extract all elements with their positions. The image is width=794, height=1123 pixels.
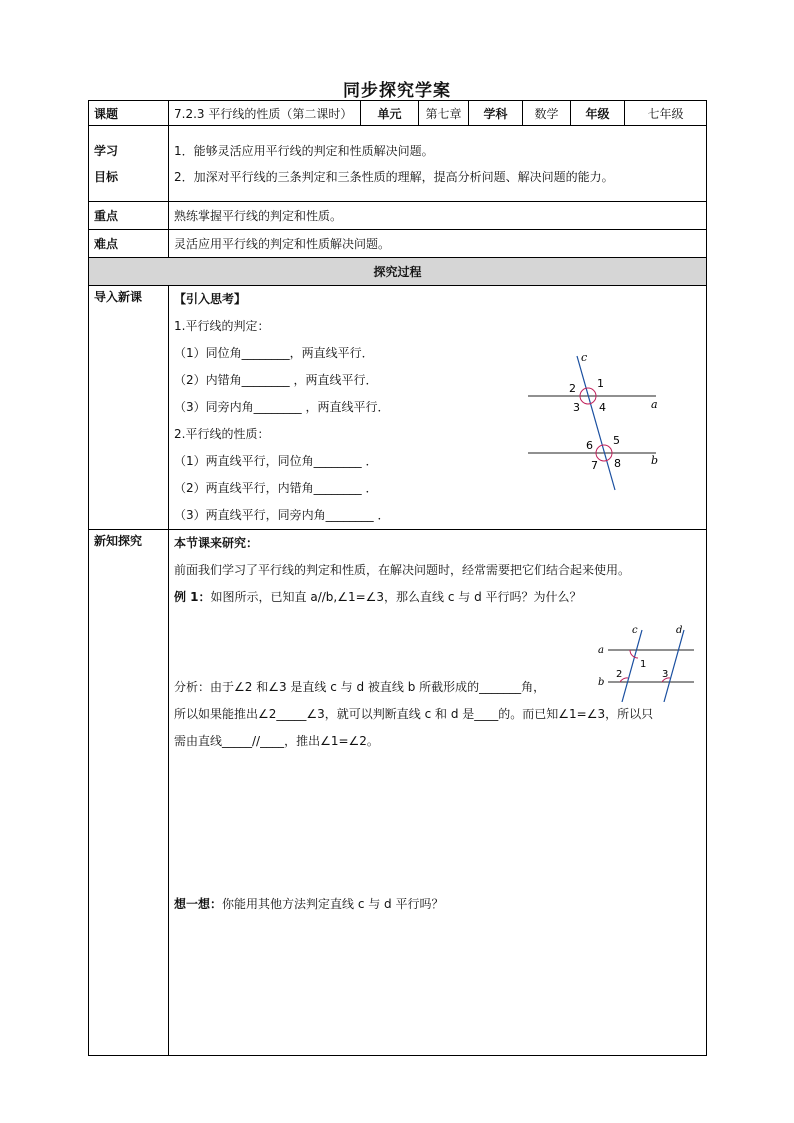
label-c: c	[632, 625, 638, 636]
label-3: 3	[573, 401, 580, 414]
label-4: 4	[599, 401, 606, 414]
line-c	[622, 630, 642, 702]
label-1: 1	[640, 659, 647, 670]
parallel-lines-figure	[520, 350, 670, 495]
property-item-1: （1）两直线平行，同位角________ ．	[174, 454, 378, 468]
judge-item-2: （2）内错角________ ，两直线平行．	[174, 373, 378, 387]
property-title: 2.平行线的性质：	[174, 427, 270, 441]
label-2: 2	[616, 669, 623, 680]
angle-1-arc	[630, 650, 638, 658]
grade-value: 七年级	[625, 101, 707, 126]
judge-item-1: （1）同位角________，两直线平行．	[174, 346, 374, 360]
goals-label-2: 目标	[94, 169, 119, 184]
label-6: 6	[586, 439, 593, 452]
key-point-row	[89, 202, 707, 230]
label-b: b	[598, 677, 605, 688]
analysis-line-3: 需由直线_____//____，推出∠1=∠2。	[174, 734, 379, 748]
goals-label-1: 学习	[94, 143, 119, 158]
key-point-label: 重点	[89, 202, 169, 230]
property-item-3: （3）两直线平行，同旁内角________ ．	[174, 508, 390, 522]
subject-value: 数学	[523, 101, 571, 126]
label-2: 2	[569, 382, 576, 395]
goal-item-2: 2．加深对平行线的三条判定和三条性质的理解，提高分析问题、解决问题的能力。	[174, 169, 614, 184]
think-text: 你能用其他方法判定直线 c 与 d 平行吗？	[222, 897, 444, 911]
label-d: d	[676, 625, 683, 636]
label-5: 5	[613, 434, 620, 447]
difficulty-text: 灵活应用平行线的判定和性质解决问题。	[169, 230, 707, 258]
header-row	[89, 101, 707, 126]
unit-label: 单元	[361, 101, 419, 126]
subject-label: 学科	[469, 101, 523, 126]
judge-item-3: （3）同旁内角________ ，两直线平行．	[174, 400, 390, 414]
example-text: 如图所示，已知直 a//b,∠1=∠3，那么直线 c 与 d 平行吗？为什么？	[210, 590, 582, 604]
label-7: 7	[591, 459, 598, 472]
line-d	[664, 630, 684, 702]
goal-item-1: 1．能够灵活应用平行线的判定和性质解决问题。	[174, 143, 434, 158]
example-figure	[594, 622, 704, 702]
think-line	[174, 891, 701, 918]
topic-value: 7.2.3 平行线的性质（第二课时）	[169, 101, 361, 126]
property-item-2: （2）两直线平行，内错角________ ．	[174, 481, 378, 495]
new-content	[169, 530, 707, 1056]
difficulty-label: 难点	[89, 230, 169, 258]
example-label: 例 1：	[174, 590, 211, 604]
key-point-text: 熟练掌握平行线的判定和性质。	[169, 202, 707, 230]
page-title: 同步探究学案	[343, 81, 451, 101]
new-row	[89, 530, 707, 1056]
analysis-line-2: 所以如果能推出∠2_____∠3，就可以判断直线 c 和 d 是____的。而已知∠1=∠3，所以只	[174, 707, 654, 721]
label-1: 1	[597, 377, 604, 390]
goals-row	[89, 126, 707, 202]
label-b: b	[651, 454, 659, 467]
label-c: c	[581, 351, 588, 364]
process-header-row	[89, 258, 707, 286]
worksheet-table	[88, 100, 707, 1056]
new-paragraph: 前面我们学习了平行线的判定和性质，在解决问题时，经常需要把它们结合起来使用。	[174, 563, 631, 577]
unit-value: 第七章	[419, 101, 469, 126]
judge-title: 1.平行线的判定：	[174, 319, 270, 333]
example-1	[174, 584, 701, 611]
label-8: 8	[614, 457, 621, 470]
goals-label	[89, 126, 169, 202]
topic-label: 课题	[89, 101, 169, 126]
process-header: 探究过程	[89, 258, 707, 286]
intro-label: 导入新课	[89, 286, 169, 530]
difficulty-row	[89, 230, 707, 258]
goals-content	[169, 126, 707, 202]
new-heading: 本节课来研究：	[174, 536, 259, 550]
think-label: 想一想：	[174, 897, 223, 911]
analysis-line-1: 分析：由于∠2 和∠3 是直线 c 与 d 被直线 b 所截形成的_______角，	[174, 680, 546, 694]
label-a: a	[598, 645, 604, 656]
label-a: a	[651, 398, 658, 411]
label-3: 3	[662, 669, 669, 680]
new-label: 新知探究	[89, 530, 169, 1056]
grade-label: 年级	[571, 101, 625, 126]
intro-heading: 【引入思考】	[174, 292, 247, 306]
